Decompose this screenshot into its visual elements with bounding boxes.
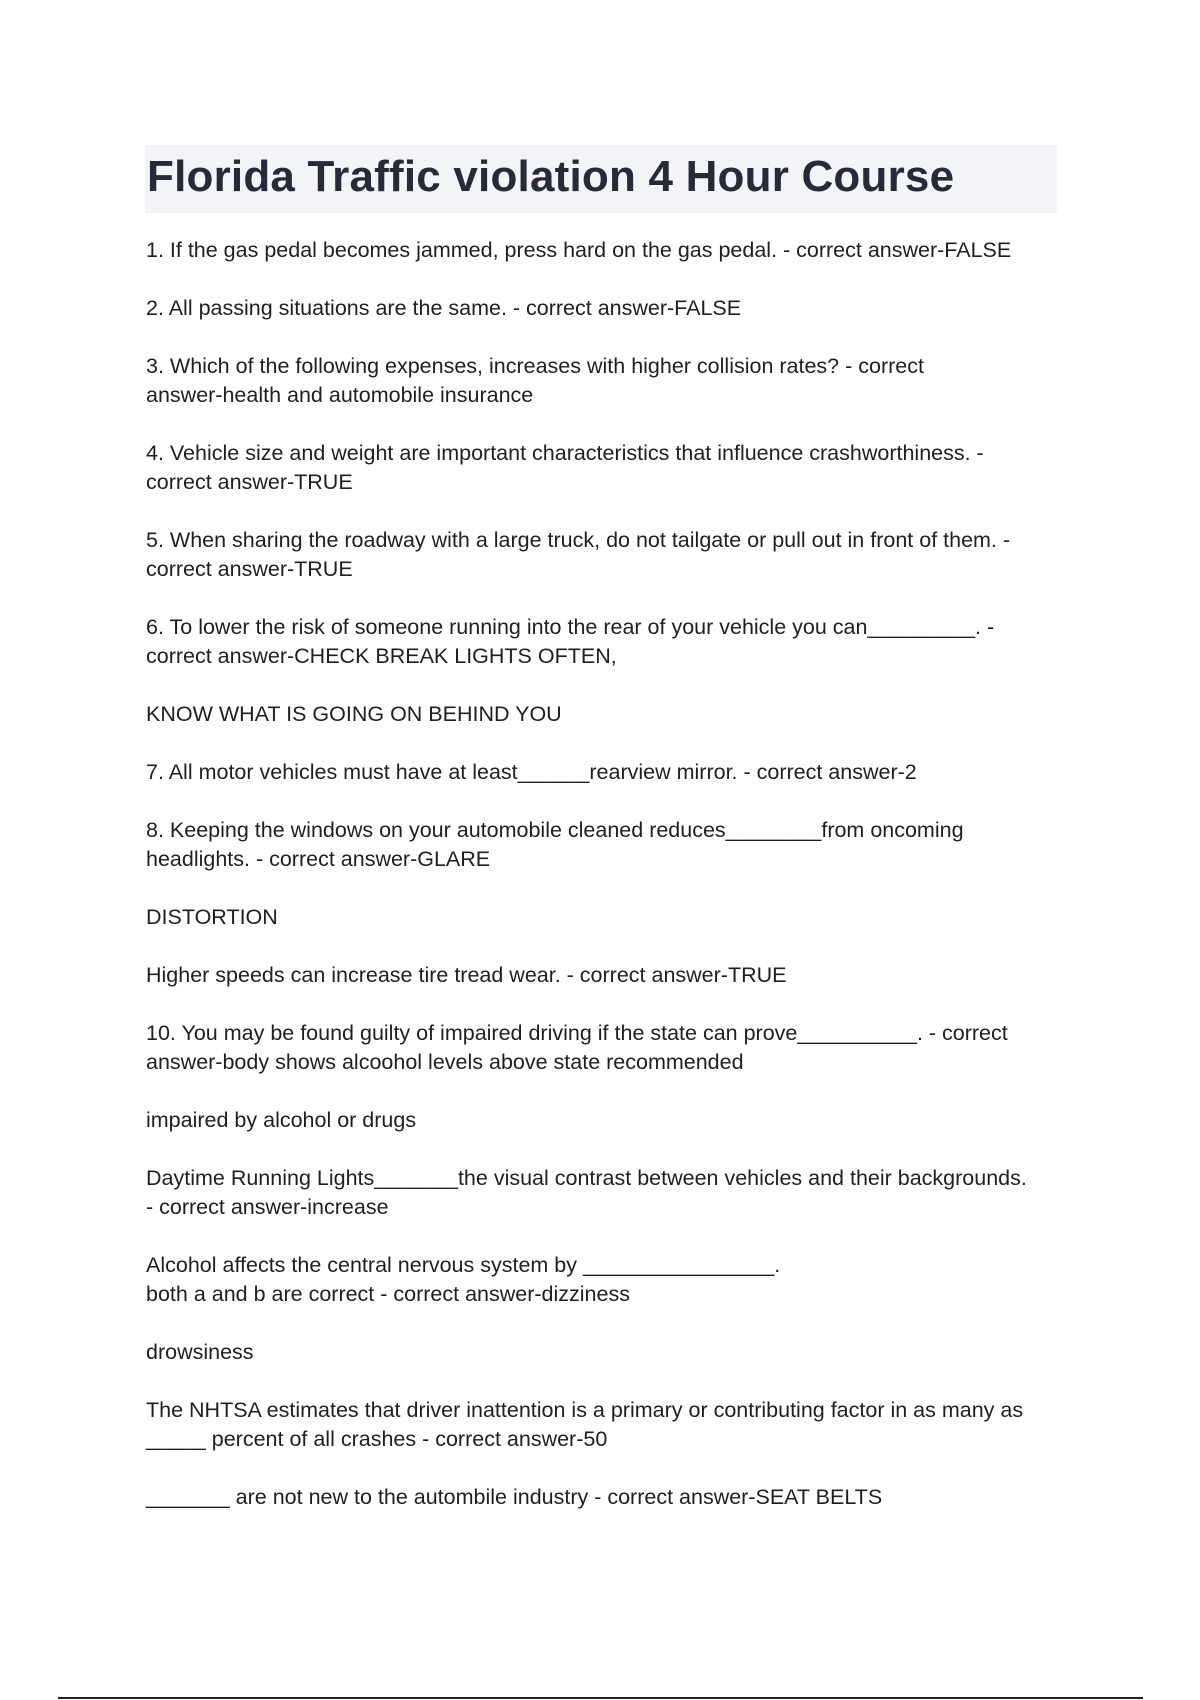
question-paragraph: 1. If the gas pedal becomes jammed, press hard on the gas pedal. - correct answer-FALSE — [146, 238, 1012, 262]
answer-continuation: DISTORTION — [146, 905, 278, 929]
question-paragraph: 8. Keeping the windows on your automobile cleaned reduces________from oncoming headlights. - correct answer-GLARE — [146, 818, 964, 871]
question-paragraph: 6. To lower the risk of someone running into the rear of your vehicle you can_________. - correct answer-CHECK BREAK LIGHTS OFTEN, — [146, 615, 995, 668]
question-paragraph: 10. You may be found guilty of impaired driving if the state can prove__________. - correct answer-body shows alcoohol levels above state recommended — [146, 1021, 1008, 1074]
answer-continuation: drowsiness — [146, 1340, 254, 1364]
question-paragraph: Daytime Running Lights_______the visual contrast between vehicles and their backgrounds. - correct answer-increase — [146, 1166, 1027, 1219]
question-paragraph: 3. Which of the following expenses, increases with higher collision rates? - correct answer-health and automobile insurance — [146, 354, 924, 407]
question-paragraph: Higher speeds can increase tire tread wear. - correct answer-TRUE — [146, 963, 787, 987]
question-paragraph: 7. All motor vehicles must have at least______rearview mirror. - correct answer-2 — [146, 760, 917, 784]
answer-continuation: KNOW WHAT IS GOING ON BEHIND YOU — [146, 702, 562, 726]
question-paragraph: _______ are not new to the autombile industry - correct answer-SEAT BELTS — [146, 1485, 883, 1509]
question-paragraph: 2. All passing situations are the same. - correct answer-FALSE — [146, 296, 742, 320]
question-paragraph: 4. Vehicle size and weight are important characteristics that influence crashworthiness. - correct answer-TRUE — [146, 441, 984, 494]
footer-divider — [58, 1697, 1143, 1699]
document-title: Florida Traffic violation 4 Hour Course — [147, 152, 955, 201]
question-paragraph: Alcohol affects the central nervous system by ________________. both a and b are correct - correct answer-dizziness — [146, 1253, 781, 1306]
question-paragraph: 5. When sharing the roadway with a large truck, do not tailgate or pull out in front of them. - correct answer-TRUE — [146, 528, 1011, 581]
question-list — [146, 236, 1061, 1541]
question-paragraph: The NHTSA estimates that driver inattention is a primary or contributing factor in as many as _____ percent of all crashes - correct answer-50 — [146, 1398, 1024, 1451]
answer-continuation: impaired by alcohol or drugs — [146, 1108, 417, 1132]
title-block — [145, 145, 1057, 213]
